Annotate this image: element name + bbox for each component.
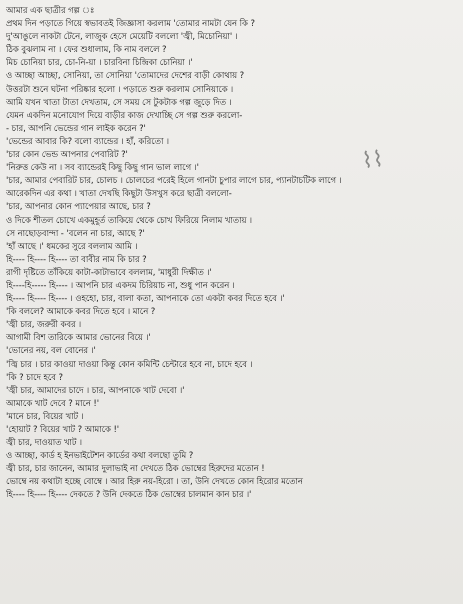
text-line: প্রথম দিন পড়াতে গিয়ে স্বভাবতই জিজ্ঞাসা করলাম 'তোমার নামটা যেন কি ? [6, 19, 255, 30]
text-line: 'ভেন্ডের আবার কি? বলো ব্যান্ডের । হাঁ, করিতো । [6, 136, 169, 147]
text-line: 'চার, আমার পেবারিট চার, চোলচ । চোলচের পরেই হিলে গানটা চুপার লাগে চার, প্যানটাচটিক লাগে । [6, 176, 342, 187]
text-line: হি---- হি---- হি---- দেকতে ? উনি দেকতে ঠিক ভোম্বের চালমান কান চার ।' [6, 490, 252, 501]
text-line: 'ভোনের নয়, বল বোনের ।' [6, 346, 96, 357]
text-line: মিচ চোনিয়া চার, চো-নি-য়া । চারবিনা চিন্দ্রিকা চোনিয়া ।' [6, 58, 193, 69]
text-line: আগামী বিশ তারিকে আমার ভোনের বিয়ে ।' [6, 333, 151, 344]
text-line: হি----হি----- হি---- । আপনি চার একদম চিরিয়াচ না, শুধু পান করেন । [6, 280, 235, 291]
text-line: ও দিকে শীতল চোখে একমুহূর্ত তাকিয়ে থেকে চোখ ফিরিয়ে নিলাম খাতায় । [6, 215, 252, 226]
text-line: - চার, আপনি ভেন্ডের গান লাইক করেন ?' [6, 123, 146, 134]
story-text [6, 5, 459, 503]
text-line: আরেকদিন এর কথা । খাতা দেখছি কিছুটা উসখুস করে ছাত্রী বললো- [6, 189, 232, 200]
text-line: 'হোয়াট ? বিয়ের খাট ? আমাকে !' [6, 425, 119, 435]
text-line: জ্বী চার, চার জানেন, আমার দুলাভাই না দেখতে ঠিক ভোম্বের হিরুদের মতোন ! [6, 464, 265, 475]
text-line: ও আচ্ছা, কার্ড হ ইনভাইটেশন কার্ডের কথা বলছো তুমি ? [6, 451, 194, 462]
text-line: 'চার, আপনার কোন প্যাপেয়ার আছে, চার ? [6, 202, 151, 213]
text-line: আমি যখন খাতা টাতা দেখতাম, সে সময় সে টুকটাক গল্প জুড়ে দিত । [6, 97, 232, 108]
text-line: 'মানে চার, বিয়ের খাট । [6, 411, 84, 422]
text-line: সে নাছোড়বান্দা - 'বলেন না চার, আছে ?' [6, 228, 145, 239]
text-line: ও আচ্ছা আচ্ছা, সোনিয়া, তা সোনিয়া 'তোমাদের দেশের বাড়ী কোথায় ? [6, 71, 245, 82]
text-line: 'জ্বী চার, আমাদের চাদে । চার, আপনাকে খাট দেবো ।' [6, 385, 185, 396]
pencil-scribble-mark: ⌇⌇ [360, 146, 385, 175]
text-line: 'জ্বি চার । চার কাওয়া দাওয়া কিন্তু কোন কমিন্টি চেন্টারে হবে না, চাদে হবে । [6, 359, 253, 370]
text-line: আমাকে খাট দেবে ? মানে !' [6, 398, 99, 409]
text-line: রাগী দৃষ্টিতে তাঁকিয়ে কাটা-কাটাভাবে বললাম, 'মাধুরী দিক্ষীত ।' [6, 267, 212, 278]
text-line: 'কি ? চাদে হবে ? [6, 372, 63, 383]
text-line: জ্বী চার, দাওয়াত খাট । [6, 438, 82, 449]
text-line: 'নিরুত্ত কেউ না । সব ব্যান্ডেরই কিছু কিছু গান ভাল লাগে ।' [6, 163, 199, 174]
text-line: ভোম্বে নয় কথাটা হচ্ছে বোম্বে । আর হিরু নয়-হিরো । তা, উনি দেখতে কোন হিরোর মতোন [6, 477, 303, 488]
text-line: 'কি বললে? আমাকে কবর দিতে হবে । মানে ? [6, 307, 156, 318]
text-line: হি---- হি---- হি---- । ওহহো, চার, বালা কতা, আপনাকে তো একটা কবর দিতে হবে ।' [6, 294, 285, 305]
text-line: দু'আঙুলে নাকটা টেনে, লাজুক হেসে মেয়েটি বললো 'জ্বী, মিচোনিয়া' । [6, 32, 238, 43]
text-line: 'জ্বী চার, জরুরী কবর । [6, 320, 82, 331]
text-line: যেমন একদিন মনোযোগ দিয়ে বাড়ীর কাজ দেখাচ্ছি সে গল্প শুরু করলো- [6, 110, 243, 121]
text-line: ঠিক বুঝলাম না । ফের শুধালাম, কি নাম বললে ? [6, 45, 167, 56]
text-line: 'চার কোন ভেন্ড আপনার পেবারিট ?' [6, 150, 128, 161]
text-line: আমার এক ছাত্রীর গল্প ঃ [6, 6, 95, 16]
text-line: উত্তরটা শুনে ঘটনা পরিষ্কার হলো । পড়াতে শুরু করলাম সোনিয়াকে । [6, 84, 234, 95]
text-line: হি---- হি---- হি---- তা বাবীর নাম কি চার ? [6, 254, 147, 265]
text-line: 'হাঁ আছে ।' ধমকের সুরে বললাম আমি । [6, 241, 138, 252]
